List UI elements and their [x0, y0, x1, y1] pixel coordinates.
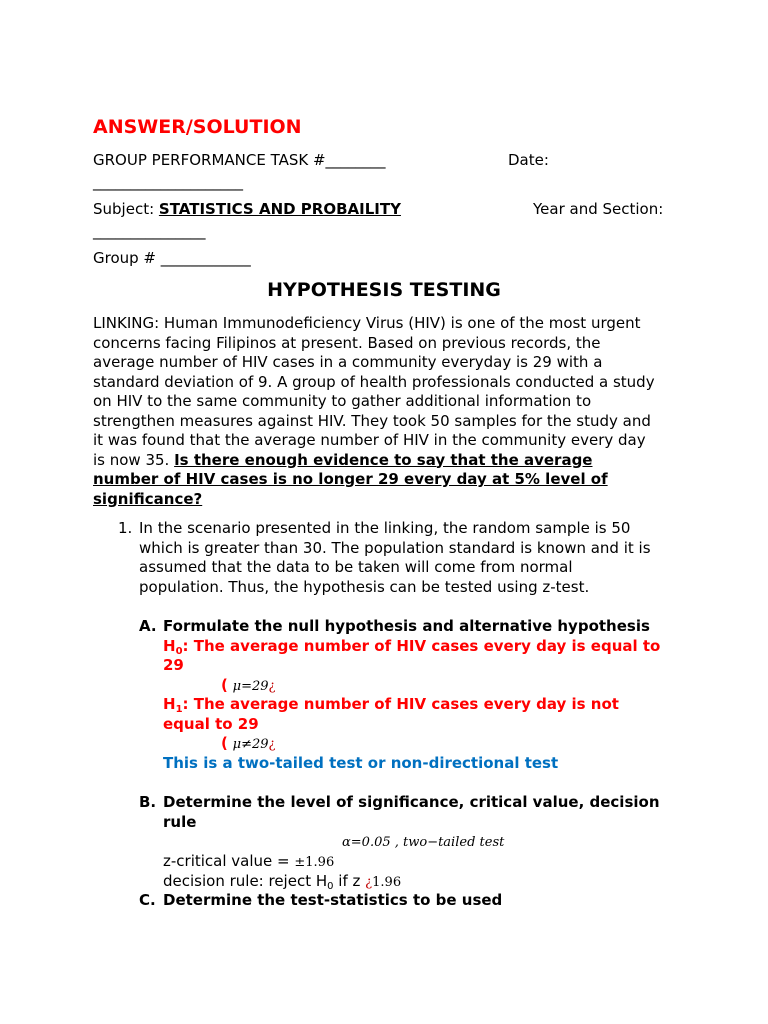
- part-a-heading: Formulate the null hypothesis and alternative hypothesis: [163, 617, 650, 635]
- null-hypothesis: $H_0$: The average number of HIV cases every day is equal to: [163, 636, 661, 657]
- linking-line: it was found that the average number of HIV in the community every day: [93, 431, 646, 449]
- subject-line: [93, 200, 401, 220]
- answer-title: ANSWER/SOLUTION: [93, 116, 302, 138]
- test-type-note: This is a two-tailed test or non-directional test: [163, 754, 559, 772]
- part-b-heading: Determine the level of significance, critical value, decision: [163, 793, 660, 811]
- alternative-hypothesis-cont: equal to 29: [163, 714, 259, 733]
- part-c-heading: Determine the test-statistics to be used: [163, 891, 503, 909]
- year-section-label: Year and Section:: [533, 200, 664, 218]
- linking-line: [93, 451, 592, 471]
- part-b-letter: B.: [139, 793, 157, 811]
- linking-question: Is there enough evidence to say that the average: [174, 450, 593, 469]
- z-critical-line: z-critical value = ±1.96: [163, 852, 335, 870]
- item-line: population. Thus, the hypothesis can be tested using z-test.: [139, 577, 590, 596]
- item-number: 1.: [118, 519, 133, 537]
- linking-plain: is now 35.: [93, 450, 175, 469]
- linking-line: strengthen measures against HIV. They took 50 samples for the study and: [93, 411, 651, 430]
- task-label: GROUP PERFORMANCE TASK #________: [93, 151, 386, 169]
- subject-label: Subject:: [93, 200, 159, 218]
- linking-question: number of HIV cases is no longer 29 every day at 5% level of: [93, 470, 608, 488]
- task-line: [93, 151, 386, 171]
- linking-line: on HIV to the same community to gather additional information to: [93, 392, 592, 410]
- linking-line: average number of HIV cases in a community everyday is 29 with a: [93, 353, 603, 371]
- part-a-letter: A.: [139, 617, 157, 635]
- date-blank: ____________________: [93, 173, 243, 191]
- item-line: assumed that the data to be taken will come from normal: [139, 558, 573, 576]
- linking-line: standard deviation of 9. A group of health professionals conducted a study: [93, 372, 655, 391]
- alternative-formula: ( μ≠29¿: [221, 734, 276, 752]
- linking-line: LINKING: Human Immunodeficiency Virus (HIV) is one of the most urgent: [93, 314, 641, 332]
- null-formula: ( μ=29¿: [221, 676, 276, 694]
- subject-value: STATISTICS AND PROBAILITY: [158, 200, 401, 218]
- null-hypothesis-cont: 29: [163, 656, 184, 674]
- part-c-letter: C.: [139, 891, 156, 909]
- group-label: Group # ____________: [93, 249, 251, 267]
- item-line: In the scenario presented in the linking, the random sample is 50: [139, 519, 631, 537]
- decision-rule-line: decision rule: reject $H_0$ if z ¿1.96: [163, 871, 402, 892]
- page-title: HYPOTHESIS TESTING: [267, 279, 501, 301]
- linking-question: significance?: [93, 489, 203, 508]
- year-section-blank: _______________: [93, 222, 206, 240]
- part-b-heading-cont: rule: [163, 812, 197, 831]
- alpha-formula: α=0.05 , two−tailed test: [342, 835, 505, 850]
- item-line: which is greater than 30. The population standard is known and it is: [139, 538, 651, 557]
- alternative-hypothesis: $H_1$: The average number of HIV cases every day is not: [163, 695, 619, 715]
- linking-line: concerns facing Filipinos at present. Based on previous records, the: [93, 333, 601, 352]
- date-label: Date:: [508, 151, 549, 169]
